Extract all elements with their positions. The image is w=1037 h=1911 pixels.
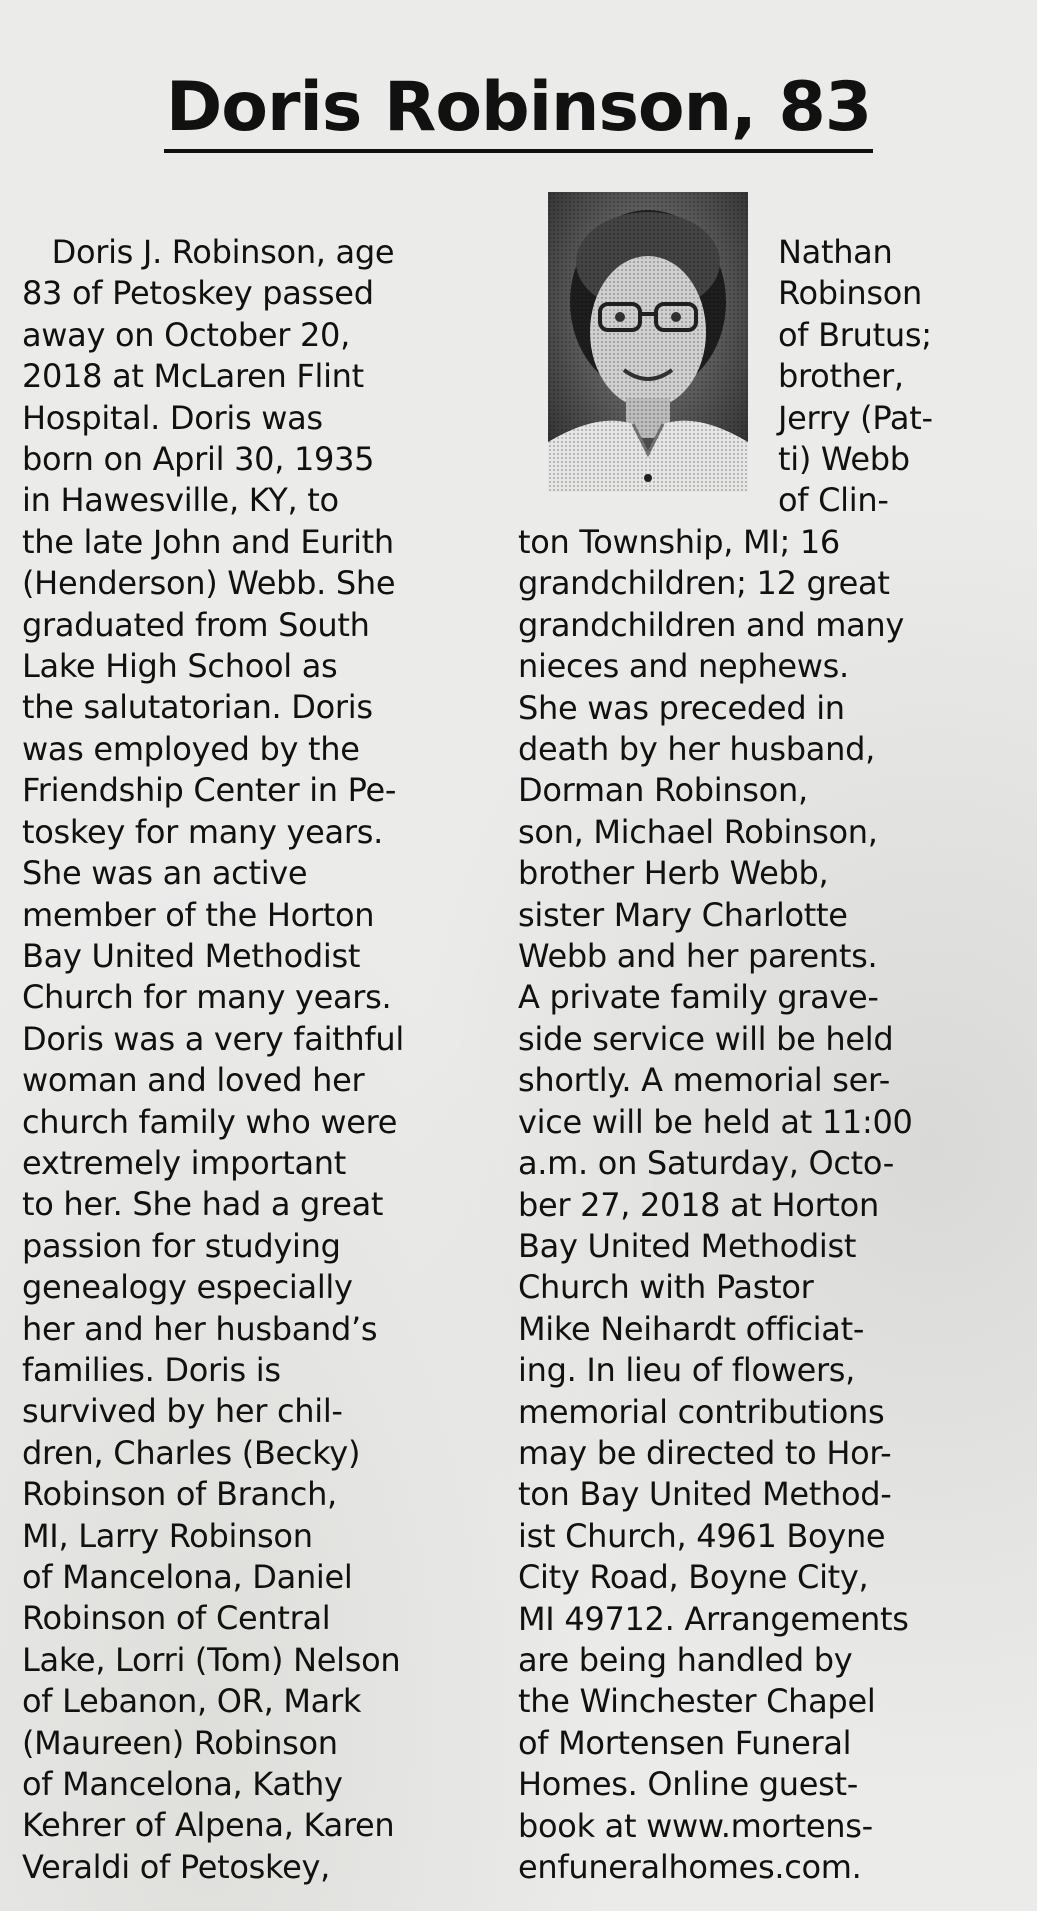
- text-line: was employed by the: [22, 729, 360, 768]
- text-line: toskey for many years.: [22, 812, 383, 851]
- text-line: Friendship Center in Pe-: [22, 771, 397, 810]
- text-line: ton Bay United Method-: [518, 1475, 892, 1514]
- text-line: Webb and her parents.: [518, 937, 878, 976]
- text-line: Homes. Online guest-: [518, 1765, 858, 1804]
- text-line: to her. She had a great: [22, 1185, 384, 1224]
- text-line: Doris J. Robinson, age: [22, 233, 395, 271]
- text-line: brother Herb Webb,: [518, 854, 829, 893]
- text-line: church family who were: [22, 1102, 398, 1141]
- text-line: of Clin-: [778, 481, 889, 520]
- text-line: Veraldi of Petoskey,: [22, 1847, 330, 1886]
- text-line: son, Michael Robinson,: [518, 812, 878, 851]
- text-line: the Winchester Chapel: [518, 1682, 876, 1721]
- text-line: grandchildren; 12 great: [518, 564, 890, 603]
- text-line: ing. In lieu of flowers,: [518, 1351, 856, 1390]
- text-line: Kehrer of Alpena, Karen: [22, 1806, 395, 1845]
- text-line: Nathan: [778, 233, 893, 271]
- portrait-photo: [548, 192, 748, 492]
- text-line: may be directed to Hor-: [518, 1433, 892, 1472]
- text-line: woman and loved her: [22, 1061, 365, 1100]
- text-line: member of the Horton: [22, 895, 375, 934]
- text-line: Lake High School as: [22, 647, 338, 686]
- right-column-top: [778, 232, 1018, 522]
- portrait-photo-icon: [548, 192, 748, 492]
- text-line: (Henderson) Webb. She: [22, 564, 396, 603]
- text-line: dren, Charles (Becky): [22, 1433, 361, 1472]
- text-line: are being handled by: [518, 1640, 853, 1679]
- text-line: MI, Larry Robinson: [22, 1516, 313, 1555]
- text-line: memorial contributions: [518, 1392, 885, 1431]
- text-line: grandchildren and many: [518, 605, 905, 644]
- text-line: vice will be held at 11:00: [518, 1102, 913, 1141]
- text-line: of Mancelona, Daniel: [22, 1558, 353, 1596]
- text-line: in Hawesville, KY, to: [22, 481, 339, 520]
- text-line: MI 49712. Arrangements: [518, 1599, 909, 1638]
- text-line: graduated from South: [22, 605, 370, 644]
- text-line: side service will be held: [518, 1019, 894, 1058]
- obituary-title: [0, 68, 1037, 147]
- text-line: of Mortensen Funeral: [518, 1723, 852, 1762]
- text-line: passion for studying: [22, 1226, 341, 1265]
- text-line: her and her husband’s: [22, 1309, 378, 1348]
- text-line: sister Mary Charlotte: [518, 895, 848, 934]
- text-line: Church with Pastor: [518, 1268, 814, 1307]
- text-line: Bay United Methodist: [518, 1226, 857, 1265]
- text-line: Robinson: [778, 274, 922, 313]
- text-line: of Brutus;: [778, 315, 932, 354]
- text-line: families. Doris is: [22, 1350, 281, 1389]
- text-line: nieces and nephews.: [518, 647, 849, 686]
- text-line: (Maureen) Robinson: [22, 1723, 338, 1762]
- text-line: Church for many years.: [22, 978, 392, 1017]
- text-line: She was an active: [22, 854, 308, 893]
- text-line: ton Township, MI; 16: [518, 523, 840, 561]
- text-line: enfuneralhomes.com.: [518, 1848, 862, 1886]
- text-line: brother,: [778, 357, 904, 396]
- text-line: ber 27, 2018 at Horton: [518, 1185, 879, 1224]
- text-line: genealogy especially: [22, 1268, 353, 1307]
- text-line: the late John and Eurith: [22, 522, 394, 561]
- right-column: [518, 522, 1018, 1888]
- text-line: ist Church, 4961 Boyne: [518, 1516, 886, 1555]
- title-text: Doris Robinson, 83: [164, 68, 873, 153]
- text-line: death by her husband,: [518, 730, 875, 769]
- text-line: of Lebanon, OR, Mark: [22, 1682, 362, 1721]
- text-line: Mike Neihardt officiat-: [518, 1309, 865, 1348]
- text-line: Dorman Robinson,: [518, 771, 808, 810]
- text-line: Robinson of Central: [22, 1599, 331, 1638]
- text-line: the salutatorian. Doris: [22, 688, 373, 727]
- text-line: Hospital. Doris was: [22, 398, 323, 437]
- text-line: Bay United Methodist: [22, 936, 361, 975]
- text-line: She was preceded in: [518, 688, 845, 727]
- text-line: 83 of Petoskey passed: [22, 274, 374, 313]
- text-line: Doris was a very faithful: [22, 1019, 404, 1058]
- text-line: born on April 30, 1935: [22, 440, 375, 479]
- text-line: survived by her chil-: [22, 1392, 343, 1431]
- text-line: City Road, Boyne City,: [518, 1558, 869, 1597]
- left-column: [22, 232, 492, 1888]
- text-line: book at www.mortens-: [518, 1806, 873, 1845]
- text-line: Robinson of Branch,: [22, 1475, 337, 1514]
- text-line: of Mancelona, Kathy: [22, 1765, 343, 1804]
- text-line: A private family grave-: [518, 978, 879, 1017]
- text-line: ti) Webb: [778, 440, 910, 479]
- text-line: Lake, Lorri (Tom) Nelson: [22, 1640, 401, 1679]
- text-line: 2018 at McLaren Flint: [22, 357, 364, 396]
- text-line: away on October 20,: [22, 315, 350, 354]
- text-line: shortly. A memorial ser-: [518, 1061, 891, 1100]
- text-line: Jerry (Pat-: [778, 398, 933, 437]
- text-line: a.m. on Saturday, Octo-: [518, 1144, 895, 1183]
- text-line: extremely important: [22, 1143, 347, 1182]
